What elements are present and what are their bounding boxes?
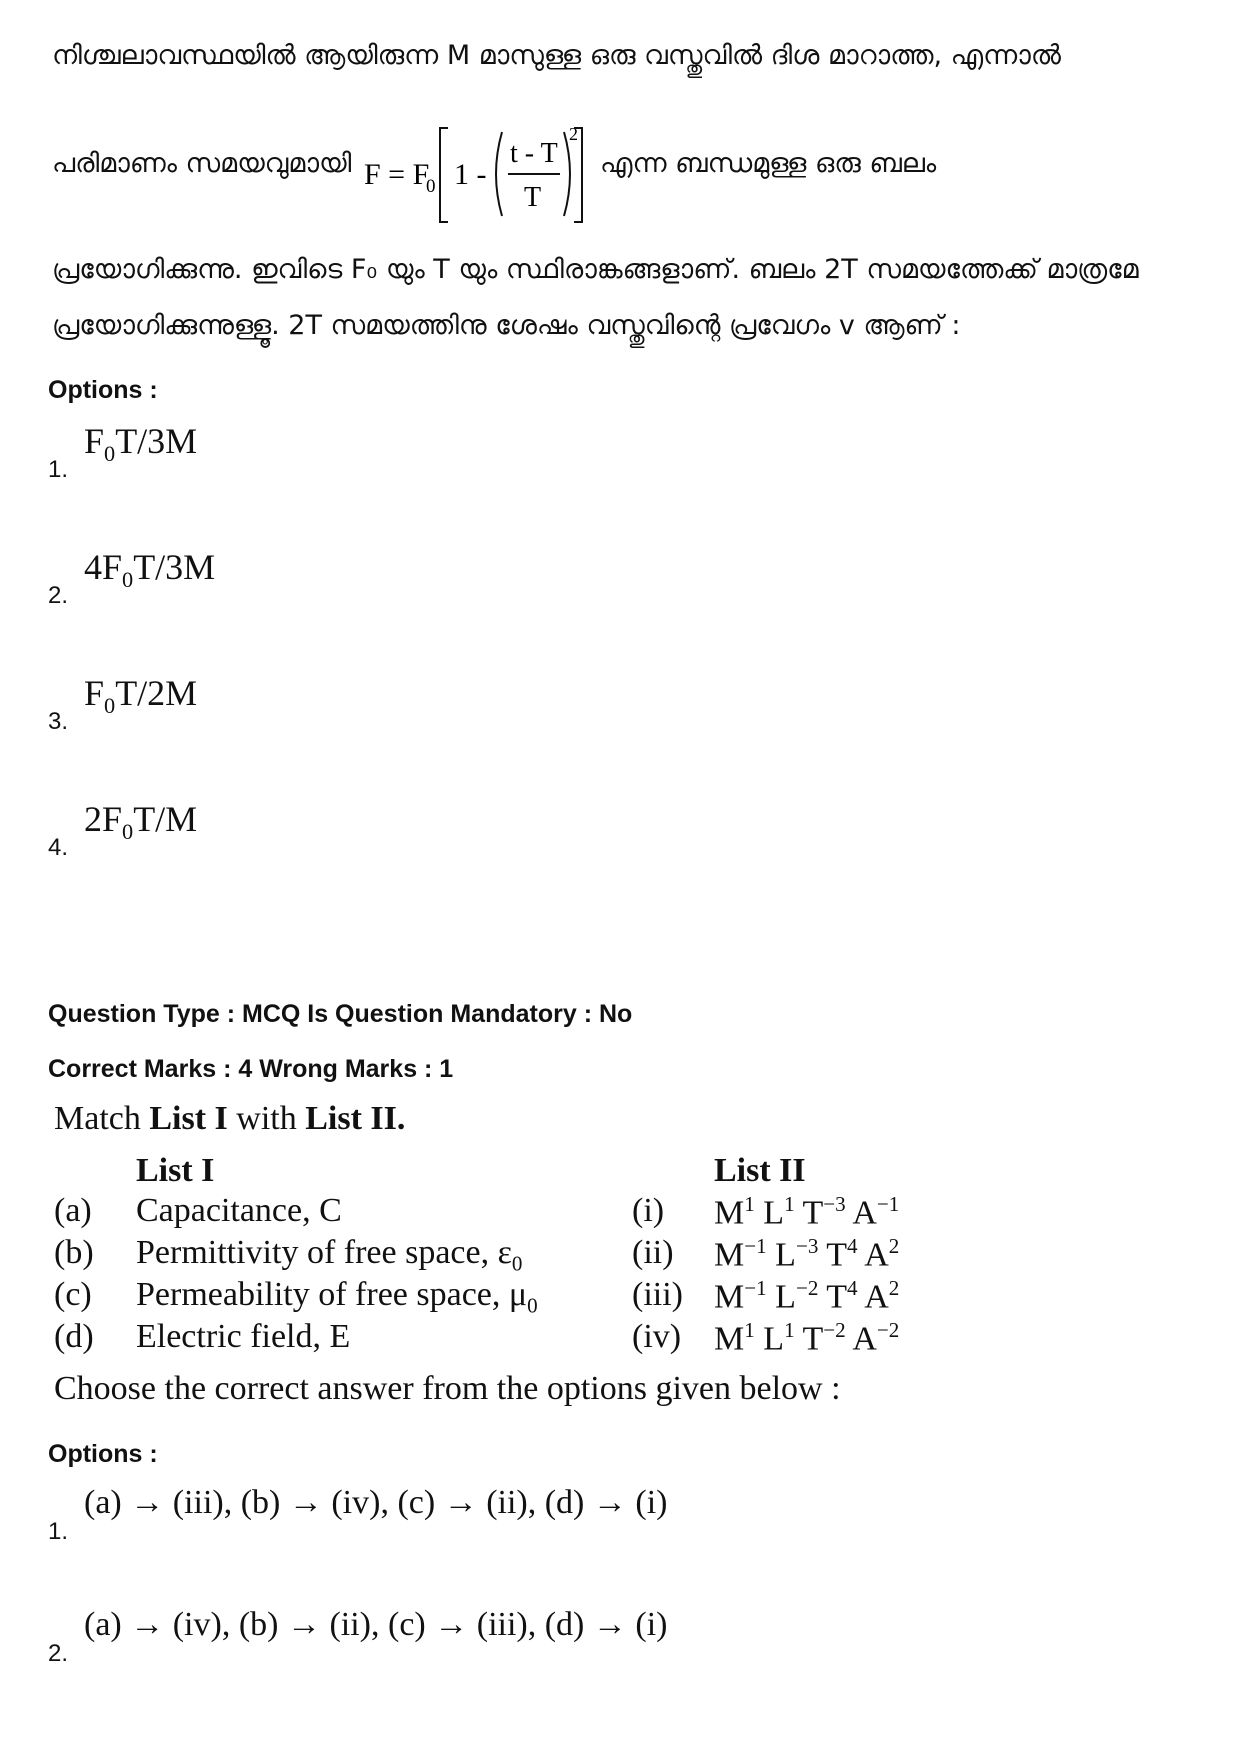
row-c-item: Permeability of free space, $\mu_0$ [136,1276,538,1318]
q1-line-2-after: എന്ന ബന്ധമുള്ള ഒരു ബലം [600,148,937,179]
q2-question-type: Question Type : MCQ Is Question Mandatory : No [48,1000,633,1028]
q1-option-3-number: 3. [48,708,69,735]
q2-option-2-value: (a) → (iv), (b) → (ii), (c) → (iii), (d) → (i) [84,1606,668,1643]
q2-option-1-number: 1. [48,1518,69,1545]
q1-line-2-before: പരിമാണം സമയവുമായി [52,148,352,179]
formula-one-minus: 1 - [454,158,487,191]
row-c-key: (c) [54,1276,92,1313]
formula-lhs: F = F [364,158,430,191]
row-a-item: Capacitance, C [136,1192,342,1229]
q1-option-4-value: $2F_0T/M$ [84,799,198,844]
force-formula [364,118,584,228]
q2-option-2-number: 2. [48,1640,69,1667]
formula-numerator: t - T [510,138,558,169]
row-d-key: (d) [54,1318,94,1355]
row-b-dimension: $M^{-1}$ $L^{-3}$ $T^4$ $A^2$ [714,1234,900,1274]
list-1-heading: List I [136,1152,215,1189]
q1-option-1-number: 1. [48,456,69,483]
q1-line-4: പ്രയോഗിക്കുന്നുള്ളൂ. 2T സമയത്തിനു ശേഷം വസ്തുവിന്റെ പ്രവേഗം v ആണ് : [52,310,961,341]
q1-option-3-value: $F_0T/2M$ [84,673,198,718]
q1-line-1: നിശ്ചലാവസ്ഥയിൽ ആയിരുന്ന M മാസുള്ള ഒരു വസ്തുവിൽ ദിശ മാറാത്ത, എന്നാൽ [52,40,1061,71]
row-a-roman: (i) [632,1192,665,1229]
q1-option-1-value: $F_0T/3M$ [84,421,198,466]
row-d-roman: (iv) [632,1318,682,1355]
q1-option-2-value: $4F_0T/3M$ [84,547,216,592]
q1-options-label: Options : [48,376,158,404]
row-c-roman: (iii) [632,1276,683,1313]
q1-option-4-number: 4. [48,834,69,861]
row-a-key: (a) [54,1192,92,1229]
row-b-roman: (ii) [632,1234,674,1271]
row-b-key: (b) [54,1234,94,1271]
q2-options-label: Options : [48,1440,158,1468]
q2-marks: Correct Marks : 4 Wrong Marks : 1 [48,1055,454,1083]
q2-intro: Match List I with List II. [54,1100,406,1137]
row-d-dimension: $M^1$ $L^1$ $T^{-2}$ $A^{-2}$ [714,1318,900,1358]
formula-denominator: T [524,182,542,213]
formula-exponent: 2 [569,124,578,144]
q2-choose-instruction: Choose the correct answer from the options given below : [54,1370,841,1407]
row-b-item: Permittivity of free space, $\varepsilon_0$ [136,1234,523,1276]
row-c-dimension: $M^{-1}$ $L^{-2}$ $T^4$ $A^2$ [714,1276,900,1316]
q1-line-3: പ്രയോഗിക്കുന്നു. ഇവിടെ F₀ യും T യും സ്ഥിരാങ്കങ്ങളാണ്. ബലം 2T സമയത്തേക്ക് മാത്രമേ [52,254,1139,285]
q2-option-1-value: (a) → (iii), (b) → (iv), (c) → (ii), (d) → (i) [84,1484,668,1521]
q1-option-2-number: 2. [48,582,69,609]
formula-f0-sub: 0 [426,176,436,197]
row-a-dimension: $M^1$ $L^1$ $T^{-3}$ $A^{-1}$ [714,1192,900,1232]
row-d-item: Electric field, E [136,1318,351,1355]
list-2-heading: List II [714,1152,806,1189]
